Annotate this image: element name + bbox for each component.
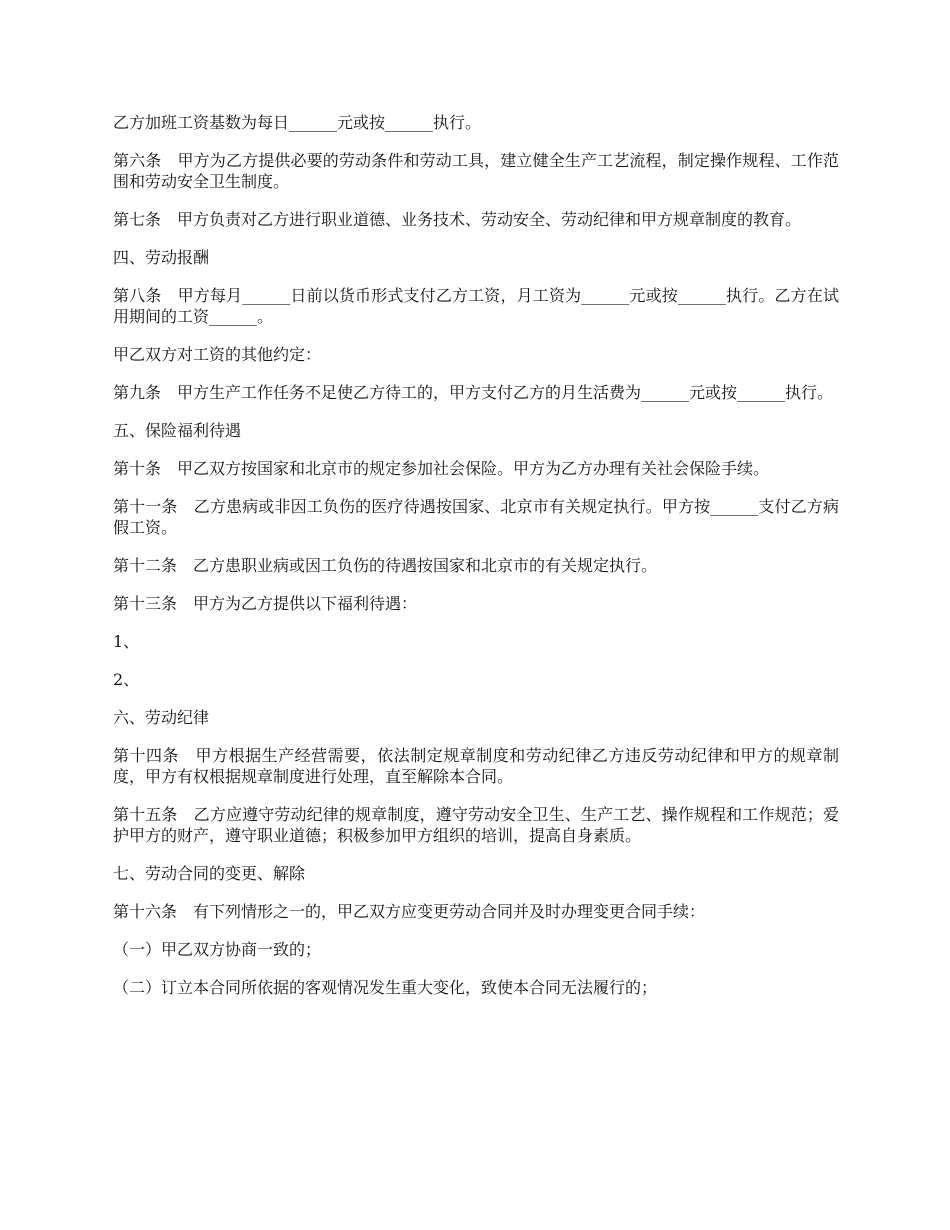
list-item-benefit-1: 1、 (113, 632, 140, 651)
paragraph-article-11: 第十一条 乙方患病或非因工负伤的医疗待遇按国家、北京市有关规定执行。甲方按______支付乙方病假工资。 (113, 497, 839, 537)
paragraph-article-14: 第十四条 甲方根据生产经营需要，依法制定规章制度和劳动纪律乙方违反劳动纪律和甲方的规章制度，甲方有权根据规章制度进行处理，直至解除本合同。 (113, 746, 839, 786)
list-item-case-2: （二）订立本合同所依据的客观情况发生重大变化，致使本合同无法履行的； (113, 978, 658, 997)
paragraph-article-9: 第九条 甲方生产工作任务不足使乙方待工的，甲方支付乙方的月生活费为______元或按______执行。 (113, 383, 834, 402)
section-heading-5: 五、保险福利待遇 (113, 421, 242, 440)
section-heading-6: 六、劳动纪律 (113, 708, 210, 727)
document-page (113, 112, 839, 1015)
section-heading-4: 四、劳动报酬 (113, 248, 210, 267)
paragraph-article-8: 第八条 甲方每月______日前以货币形式支付乙方工资，月工资为______元或按______执行。乙方在试用期间的工资______。 (113, 286, 839, 326)
paragraph-other-wage-terms: 甲乙双方对工资的其他约定： (113, 345, 322, 364)
paragraph-article-7: 第七条 甲方负责对乙方进行职业道德、业务技术、劳动安全、劳动纪律和甲方规章制度的教育。 (113, 210, 802, 229)
paragraph-article-15: 第十五条 乙方应遵守劳动纪律的规章制度，遵守劳动安全卫生、生产工艺、操作规程和工作规范；爱护甲方的财产，遵守职业道德；积极参加甲方组织的培训，提高自身素质。 (113, 805, 839, 845)
paragraph-article-6: 第六条 甲方为乙方提供必要的劳动条件和劳动工具，建立健全生产工艺流程，制定操作规程、工作范围和劳动安全卫生制度。 (113, 151, 839, 191)
list-item-case-1: （一）甲乙双方协商一致的； (113, 940, 322, 959)
paragraph-article-12: 第十二条 乙方患职业病或因工负伤的待遇按国家和北京市的有关规定执行。 (113, 556, 658, 575)
paragraph-article-10: 第十条 甲乙双方按国家和北京市的规定参加社会保险。甲方为乙方办理有关社会保险手续。 (113, 459, 770, 478)
section-heading-7: 七、劳动合同的变更、解除 (113, 864, 306, 883)
paragraph-article-16: 第十六条 有下列情形之一的，甲乙双方应变更劳动合同并及时办理变更合同手续： (113, 902, 706, 921)
list-item-benefit-2: 2、 (113, 670, 140, 689)
paragraph-overtime-base: 乙方加班工资基数为每日______元或按______执行。 (113, 113, 482, 132)
paragraph-article-13: 第十三条 甲方为乙方提供以下福利待遇： (113, 594, 418, 613)
